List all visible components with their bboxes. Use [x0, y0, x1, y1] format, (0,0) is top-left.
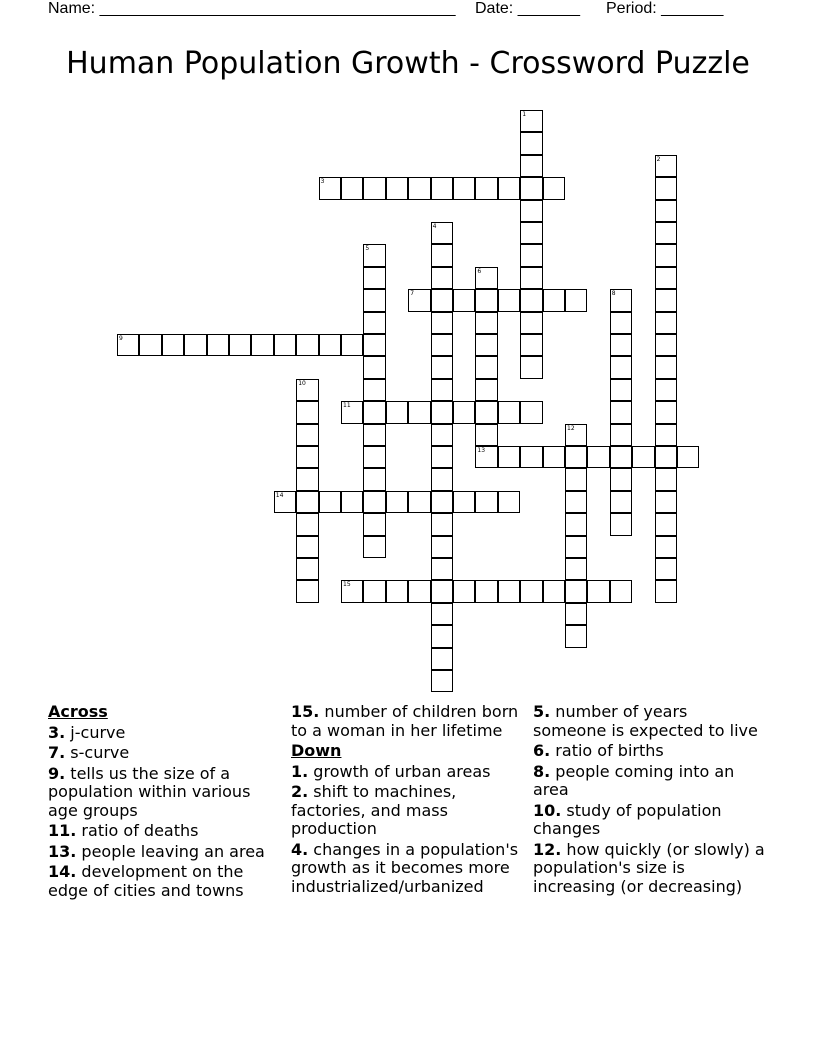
grid-cell[interactable] — [520, 267, 542, 289]
grid-cell[interactable] — [610, 491, 632, 513]
grid-cell[interactable] — [475, 401, 497, 423]
grid-cell[interactable] — [520, 132, 542, 154]
grid-cell[interactable] — [363, 446, 385, 468]
down-clue-2: 2. shift to machines, factories, and mass production — [291, 782, 457, 838]
grid-cell[interactable] — [610, 356, 632, 378]
grid-cell[interactable] — [520, 200, 542, 222]
across-heading: Across — [48, 702, 108, 721]
grid-cell[interactable] — [655, 558, 677, 580]
grid-cell[interactable] — [431, 648, 453, 670]
clue-number: 4 — [432, 223, 437, 230]
grid-cell[interactable] — [610, 334, 632, 356]
across-clue-3: 3. j-curve — [48, 722, 126, 742]
grid-cell[interactable] — [610, 379, 632, 401]
grid-cell[interactable] — [655, 513, 677, 535]
grid-cell[interactable] — [363, 356, 385, 378]
grid-cell[interactable] — [610, 401, 632, 423]
grid-cell[interactable] — [565, 558, 587, 580]
grid-cell[interactable] — [453, 177, 475, 199]
grid-cell[interactable] — [431, 513, 453, 535]
grid-cell[interactable] — [520, 155, 542, 177]
grid-cell[interactable] — [565, 289, 587, 311]
grid-cell[interactable] — [520, 334, 542, 356]
clue-number: 15 — [343, 581, 351, 589]
grid-cell[interactable] — [520, 244, 542, 266]
grid-cell[interactable] — [475, 356, 497, 378]
grid-cell[interactable] — [251, 334, 273, 356]
grid-cell[interactable] — [475, 424, 497, 446]
grid-cell[interactable] — [431, 356, 453, 378]
grid-cell[interactable] — [296, 446, 318, 468]
grid-cell[interactable] — [565, 491, 587, 513]
grid-cell[interactable] — [587, 580, 609, 602]
grid-cell[interactable] — [431, 580, 453, 602]
grid-cell[interactable] — [655, 155, 677, 177]
grid-cell[interactable] — [677, 446, 699, 468]
grid-cell[interactable] — [184, 334, 206, 356]
grid-cell[interactable] — [610, 424, 632, 446]
grid-cell[interactable] — [655, 446, 677, 468]
grid-cell[interactable] — [431, 379, 453, 401]
grid-cell[interactable] — [296, 580, 318, 602]
grid-cell[interactable] — [296, 536, 318, 558]
grid-cell[interactable] — [363, 424, 385, 446]
grid-cell[interactable] — [296, 558, 318, 580]
grid-cell[interactable] — [453, 580, 475, 602]
grid-cell[interactable] — [543, 177, 565, 199]
grid-cell[interactable] — [408, 491, 430, 513]
grid-cell[interactable] — [655, 200, 677, 222]
grid-cell[interactable] — [655, 491, 677, 513]
grid-cell[interactable] — [431, 670, 453, 692]
grid-cell[interactable] — [565, 424, 587, 446]
grid-cell[interactable] — [296, 401, 318, 423]
grid-cell[interactable] — [498, 446, 520, 468]
clue-number: 13 — [477, 447, 486, 454]
grid-cell[interactable] — [610, 468, 632, 490]
grid-cell[interactable] — [296, 424, 318, 446]
clue-number: 8 — [611, 290, 616, 298]
grid-cell[interactable] — [520, 356, 542, 378]
grid-cell[interactable] — [543, 289, 565, 311]
grid-cell[interactable] — [363, 312, 385, 334]
down-heading: Down — [291, 741, 342, 760]
clue-number: 7 — [410, 290, 415, 298]
across-clue-13: 13. people leaving an area — [48, 841, 265, 861]
grid-cell[interactable] — [610, 513, 632, 535]
grid-cell[interactable] — [431, 625, 453, 647]
grid-cell[interactable] — [475, 312, 497, 334]
grid-cell[interactable] — [296, 491, 318, 513]
clue-number: 14 — [275, 491, 284, 499]
grid-cell[interactable] — [363, 580, 385, 602]
grid-cell[interactable] — [363, 244, 385, 266]
grid-cell[interactable] — [453, 401, 475, 423]
down-clue-10: 10. study of population changes — [533, 800, 722, 838]
grid-cell[interactable] — [431, 289, 453, 311]
name-field[interactable]: Name: ________________________________________ — [48, 0, 456, 17]
grid-cell[interactable] — [341, 491, 363, 513]
period-field[interactable]: Period: _______ — [606, 0, 724, 17]
grid-cell[interactable] — [610, 580, 632, 602]
grid-cell[interactable] — [475, 177, 497, 199]
grid-cell[interactable] — [386, 401, 408, 423]
grid-cell[interactable] — [475, 334, 497, 356]
grid-cell[interactable] — [520, 177, 542, 199]
grid-cell[interactable] — [363, 468, 385, 490]
grid-cell[interactable] — [363, 334, 385, 356]
grid-cell[interactable] — [431, 312, 453, 334]
grid-cell[interactable] — [565, 625, 587, 647]
grid-cell[interactable] — [363, 536, 385, 558]
clue-number: 12 — [567, 424, 575, 432]
grid-cell[interactable] — [520, 110, 542, 132]
grid-cell[interactable] — [475, 267, 497, 289]
grid-cell[interactable] — [655, 401, 677, 423]
grid-cell[interactable] — [475, 379, 497, 401]
grid-cell[interactable] — [431, 267, 453, 289]
grid-cell[interactable] — [296, 513, 318, 535]
grid-cell[interactable] — [139, 334, 161, 356]
down-clue-12: 12. how quickly (or slowly) a population's size is increasing (or decreasing) — [533, 839, 765, 896]
grid-cell[interactable] — [319, 177, 341, 199]
clue-number: 10 — [298, 379, 306, 387]
grid-cell[interactable] — [655, 424, 677, 446]
across-clue-7: 7. s-curve — [48, 743, 130, 762]
grid-cell[interactable] — [475, 580, 497, 602]
grid-cell[interactable] — [655, 334, 677, 356]
grid-cell[interactable] — [498, 491, 520, 513]
down-clue-8: 8. people coming into an area — [533, 761, 735, 799]
grid-cell[interactable] — [341, 177, 363, 199]
across-clue-14: 14. development on the edge of cities and towns — [48, 862, 244, 900]
grid-cell[interactable] — [655, 536, 677, 558]
grid-cell[interactable] — [296, 468, 318, 490]
grid-cell[interactable] — [655, 468, 677, 490]
grid-cell[interactable] — [587, 446, 609, 468]
grid-cell[interactable] — [408, 580, 430, 602]
grid-cell[interactable] — [610, 289, 632, 311]
grid-cell[interactable] — [207, 334, 229, 356]
clues-column-2 — [291, 703, 523, 898]
grid-cell[interactable] — [229, 334, 251, 356]
grid-cell[interactable] — [363, 513, 385, 535]
grid-cell[interactable] — [431, 401, 453, 423]
grid-cell[interactable] — [274, 491, 296, 513]
grid-cell[interactable] — [565, 468, 587, 490]
grid-cell[interactable] — [632, 446, 654, 468]
grid-cell[interactable] — [319, 491, 341, 513]
grid-cell[interactable] — [475, 446, 497, 468]
grid-cell[interactable] — [655, 356, 677, 378]
grid-cell[interactable] — [408, 177, 430, 199]
grid-cell[interactable] — [431, 558, 453, 580]
grid-cell[interactable] — [520, 580, 542, 602]
grid-cell[interactable] — [386, 177, 408, 199]
grid-cell[interactable] — [363, 177, 385, 199]
grid-cell[interactable] — [565, 446, 587, 468]
grid-cell[interactable] — [363, 491, 385, 513]
across-clue-11: 11. ratio of deaths — [48, 821, 199, 840]
clue-number: 5 — [365, 245, 370, 253]
grid-cell[interactable] — [408, 289, 430, 311]
grid-cell[interactable] — [431, 468, 453, 490]
grid-cell[interactable] — [655, 177, 677, 199]
grid-cell[interactable] — [565, 580, 587, 602]
page-title: Human Population Growth - Crossword Puzzle — [66, 46, 750, 81]
grid-cell[interactable] — [655, 580, 677, 602]
down-clue-1: 1. growth of urban areas — [291, 761, 491, 781]
clue-number: 6 — [477, 267, 482, 275]
grid-cell[interactable] — [655, 289, 677, 311]
grid-cell[interactable] — [341, 334, 363, 356]
grid-cell[interactable] — [319, 334, 341, 356]
grid-cell[interactable] — [610, 312, 632, 334]
grid-cell[interactable] — [498, 580, 520, 602]
grid-cell[interactable] — [565, 513, 587, 535]
grid-cell[interactable] — [520, 446, 542, 468]
clue-number: 3 — [320, 178, 325, 186]
clue-number: 1 — [522, 111, 527, 118]
grid-cell[interactable] — [296, 334, 318, 356]
grid-cell[interactable] — [162, 334, 184, 356]
grid-cell[interactable] — [498, 401, 520, 423]
grid-cell[interactable] — [296, 379, 318, 401]
grid-cell[interactable] — [341, 401, 363, 423]
grid-cell[interactable] — [453, 289, 475, 311]
grid-cell[interactable] — [431, 536, 453, 558]
across-clue-9: 9. tells us the size of a population within various age groups — [48, 763, 251, 820]
grid-cell[interactable] — [475, 491, 497, 513]
clue-number: 11 — [343, 402, 351, 410]
down-clue-6: 6. ratio of births — [533, 741, 664, 760]
down-clue-4: 4. changes in a population's growth as it becomes more industrialized/urbanized — [291, 839, 519, 896]
grid-cell[interactable] — [341, 580, 363, 602]
grid-cell[interactable] — [363, 267, 385, 289]
grid-cell[interactable] — [431, 424, 453, 446]
grid-cell[interactable] — [498, 289, 520, 311]
grid-cell[interactable] — [543, 580, 565, 602]
clue-number: 9 — [119, 335, 123, 342]
grid-cell[interactable] — [431, 334, 453, 356]
grid-cell[interactable] — [386, 580, 408, 602]
grid-cell[interactable] — [431, 222, 453, 244]
clues-column-1 — [48, 703, 280, 902]
grid-cell[interactable] — [520, 289, 542, 311]
grid-cell[interactable] — [543, 446, 565, 468]
grid-cell[interactable] — [363, 289, 385, 311]
grid-cell[interactable] — [610, 446, 632, 468]
grid-cell[interactable] — [408, 401, 430, 423]
grid-cell[interactable] — [565, 536, 587, 558]
grid-cell[interactable] — [274, 334, 296, 356]
grid-cell[interactable] — [520, 401, 542, 423]
grid-cell[interactable] — [431, 244, 453, 266]
grid-cell[interactable] — [655, 244, 677, 266]
grid-cell[interactable] — [363, 379, 385, 401]
grid-cell[interactable] — [655, 267, 677, 289]
grid-cell[interactable] — [498, 177, 520, 199]
grid-cell[interactable] — [655, 379, 677, 401]
grid-cell[interactable] — [520, 312, 542, 334]
grid-cell[interactable] — [431, 491, 453, 513]
date-field[interactable]: Date: _______ — [475, 0, 580, 17]
grid-cell[interactable] — [431, 177, 453, 199]
grid-cell[interactable] — [655, 312, 677, 334]
grid-cell[interactable] — [565, 603, 587, 625]
down-clue-5: 5. number of years someone is expected to live — [533, 702, 758, 740]
grid-cell[interactable] — [453, 491, 475, 513]
grid-cell[interactable] — [386, 491, 408, 513]
grid-cell[interactable] — [431, 603, 453, 625]
grid-cell[interactable] — [475, 289, 497, 311]
across-clue-15: 15. number of children born to a woman in her lifetime — [291, 702, 519, 740]
grid-cell[interactable] — [363, 401, 385, 423]
grid-cell[interactable] — [117, 334, 139, 356]
grid-cell[interactable] — [520, 222, 542, 244]
grid-cell[interactable] — [655, 222, 677, 244]
clue-number: 2 — [656, 155, 661, 163]
clues-column-3 — [533, 703, 765, 898]
grid-cell[interactable] — [431, 446, 453, 468]
